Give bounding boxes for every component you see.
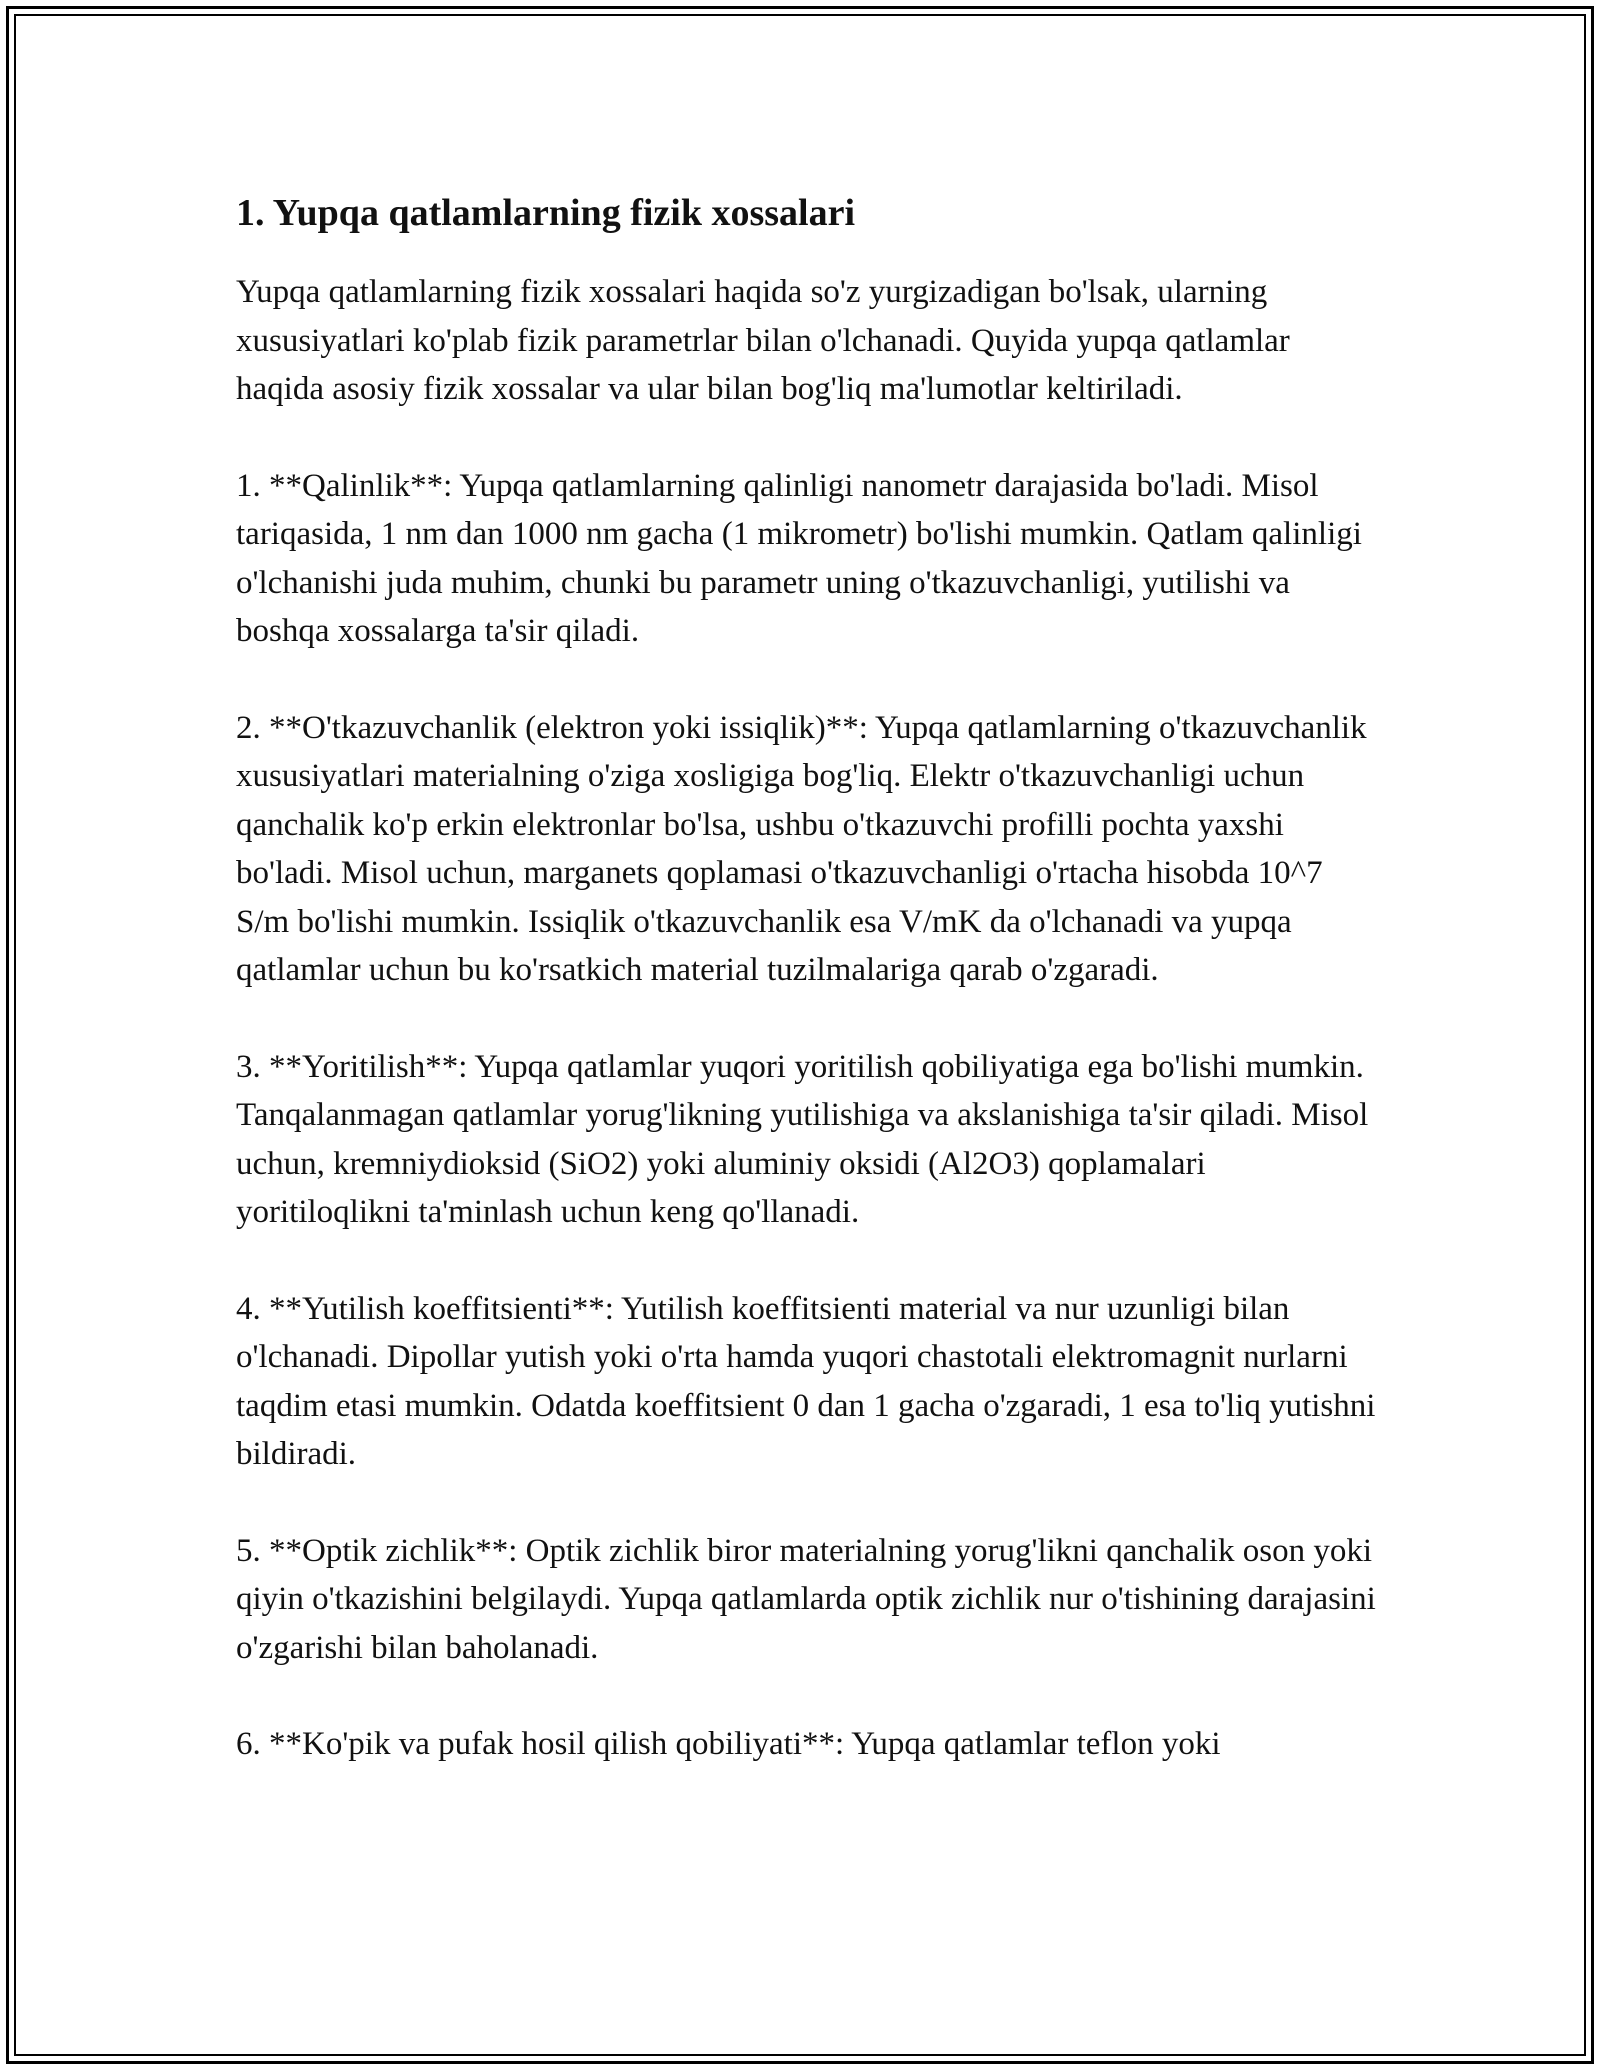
paragraph-illumination: 3. **Yoritilish**: Yupqa qatlamlar yuqori yoritilish qobiliyatiga ega bo'lishi mumkin. Tanqalanmagan qatlamlar yorug'likning yutilishiga va akslanishiga ta'sir qiladi. Misol uchun, kremniydioksid (SiO2) yoki aluminiy oksidi (Al2O3) qoplamalari yoritiloqlikni ta'minlash uchun keng qo'llanadi.	[236, 1048, 1369, 1230]
intro-paragraph: Yupqa qatlamlarning fizik xossalari haqida so'z yurgizadigan bo'lsak, ularning xususiyatlari ko'plab fizik parametrlar bilan o'lchanadi. Quyida yupqa qatlamlar haqida asosiy fizik xossalar va ular bilan bog'liq ma'lumotlar keltiriladi.	[236, 274, 1290, 407]
paragraph-conductivity: 2. **O'tkazuvchanlik (elektron yoki issiqlik)**: Yupqa qatlamlarning o'tkazuvchanlik xususiyatlari materialning o'ziga xosligiga bog'liq. Elektr o'tkazuvchanligi uchun qanchalik ko'p erkin elektronlar bo'lsa, ushbu o'tkazuvchi profilli pochta yaxshi bo'ladi. Misol uchun, marganets qoplamasi o'tkazuvchanligi o'rtacha hisobda 10^7 S/m bo'lishi mumkin. Issiqlik o'tkazuvchanlik esa V/mK da o'lchanadi va yupqa qatlamlar uchun bu ko'rsatkich material tuzilmalariga qarab o'zgaradi.	[236, 709, 1367, 988]
paragraph-foam-bubble: 6. **Ko'pik va pufak hosil qilish qobiliyati**: Yupqa qatlamlar teflon yoki	[236, 1726, 1221, 1762]
paragraph-thickness: 1. **Qalinlik**: Yupqa qatlamlarning qalinligi nanometr darajasida bo'ladi. Misol tariqasida, 1 nm dan 1000 nm gacha (1 mikrometr) bo'lishi mumkin. Qatlam qalinligi o'lchanishi juda muhim, chunki bu parametr uning o'tkazuvchanligi, yutilishi va boshqa xossalarga ta'sir qiladi.	[236, 467, 1362, 649]
document-body	[236, 188, 1376, 1769]
paragraph-absorption-coefficient: 4. **Yutilish koeffitsienti**: Yutilish koeffitsienti material va nur uzunligi bilan o'lchanadi. Dipollar yutish yoki o'rta hamda yuqori chastotali elektromagnit nurlarni taqdim etasi mumkin. Odatda koeffitsient 0 dan 1 gacha o'zgaradi, 1 esa to'liq yutishni bildiradi.	[236, 1290, 1376, 1472]
document-title: 1. Yupqa qatlamlarning fizik xossalari	[236, 192, 856, 234]
paragraph-optical-density: 5. **Optik zichlik**: Optik zichlik biror materialning yorug'likni qanchalik oson yoki qiyin o'tkazishini belgilaydi. Yupqa qatlamlarda optik zichlik nur o'tishining darajasini o'zgarishi bilan baholanadi.	[236, 1532, 1376, 1666]
